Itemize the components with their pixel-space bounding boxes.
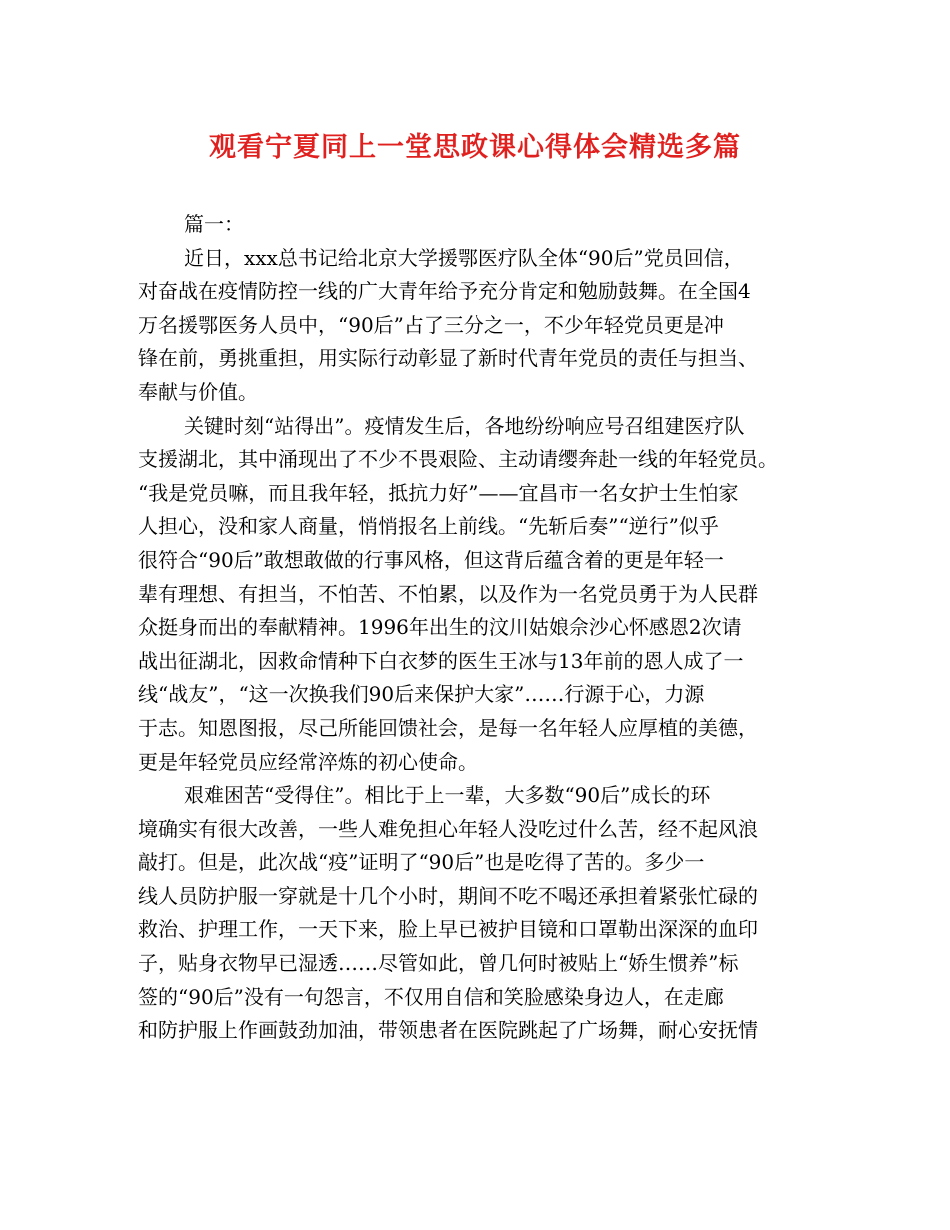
body-line: 于志。知恩图报，尽己所能回馈社会，是每一名年轻人应厚植的美德， [138, 715, 758, 740]
body-line: 境确实有很大改善，一些人难免担心年轻人没吃过什么苦，经不起风浪 [138, 816, 758, 841]
body-line: “我是党员嘛，而且我年轻，抵抗力好”——宜昌市一名女护士生怕家 [138, 480, 739, 505]
body-line: 支援湖北，其中涌现出了不少不畏艰险、主动请缨奔赴一线的年轻党员。 [138, 447, 778, 472]
body-line: 近日，xxx总书记给北京大学援鄂医疗队全体“90后”党员回信， [184, 245, 744, 270]
body-line: 签的“90后”没有一句怨言，不仅用自信和笑脸感染身边人，在走廊 [138, 984, 724, 1009]
body-line: 对奋战在疫情防控一线的广大青年给予充分肯定和勉励鼓舞。在全国4 [138, 279, 751, 304]
body-line: 奉献与价值。 [138, 379, 258, 404]
document-title: 观看宁夏同上一堂思政课心得体会精选多篇 [209, 132, 741, 163]
body-line: 锋在前，勇挑重担，用实际行动彰显了新时代青年党员的责任与担当、 [138, 346, 758, 371]
body-line: 救治、护理工作，一天下来，脸上早已被护目镜和口罩勒出深深的血印 [138, 917, 758, 942]
body-line: 更是年轻党员应经常淬炼的初心使命。 [138, 749, 478, 774]
body-line: 关键时刻“站得出”。疫情发生后，各地纷纷响应号召组建医疗队 [184, 413, 745, 438]
body-line: 子，贴身衣物早已湿透……尽管如此，曾几何时被贴上“娇生惯养”标 [138, 951, 739, 976]
body-line: 万名援鄂医务人员中，“90后”占了三分之一，不少年轻党员更是冲 [138, 312, 724, 337]
body-line: 人担心，没和家人商量，悄悄报名上前线。“先斩后奏”“逆行”似乎 [138, 514, 719, 539]
body-line: 线人员防护服一穿就是十几个小时，期间不吃不喝还承担着紧张忙碌的 [138, 883, 758, 908]
body-line: 敲打。但是，此次战“疫”证明了“90后”也是吃得了苦的。多少一 [138, 850, 705, 875]
body-line: 很符合“90后”敢想敢做的行事风格，但这背后蕴含着的更是年轻一 [138, 547, 724, 572]
body-line: 战出征湖北，因救命情种下白衣梦的医生王冰与13年前的恩人成了一 [138, 648, 744, 673]
body-line: 艰难困苦“受得住”。相比于上一辈，大多数“90后”成长的环 [184, 783, 711, 808]
body-line: 和防护服上作画鼓劲加油，带领患者在医院跳起了广场舞，耐心安抚情 [138, 1018, 758, 1043]
body-line: 辈有理想、有担当，不怕苦、不怕累，以及作为一名党员勇于为人民群 [138, 581, 758, 606]
document-body [138, 208, 813, 1048]
body-line: 众挺身而出的奉献精神。1996年出生的汶川姑娘佘沙心怀感恩2次请 [138, 615, 742, 640]
body-line: 线“战友”，“这一次换我们90后来保护大家”……行源于心，力源 [138, 682, 705, 707]
body-line: 篇一： [184, 212, 244, 236]
